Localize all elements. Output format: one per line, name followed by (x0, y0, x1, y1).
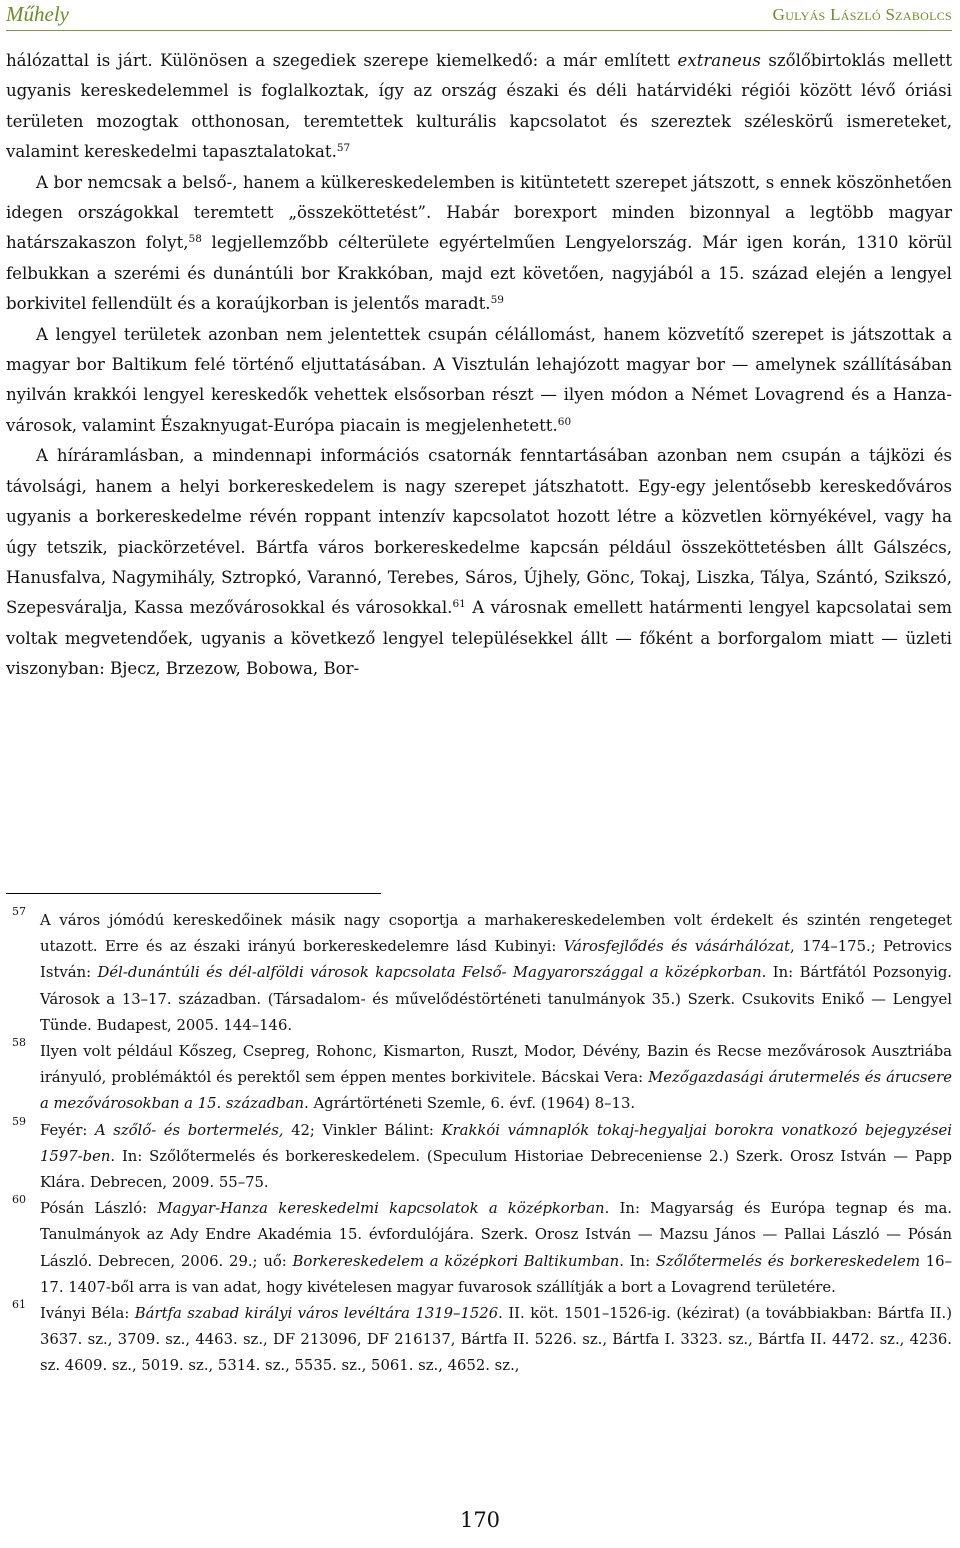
footnote-number: 61 (12, 1298, 26, 1312)
footnote-ref-61[interactable]: 61 (452, 598, 466, 611)
footnotes (6, 905, 953, 1380)
footnote-number: 60 (12, 1193, 26, 1207)
footnote-57: 57 A város jómódú kereskedőinek másik nagy csoportja a marhakereskedelemben volt érdekelt és szintén rengeteget utazott. Erre és az északi irányú borkereskedelemre lásd Kubinyi: Városfejlődés és vásárhálózat, 174–175.; Petrovics István: Dél-dunántúli és dél-alföldi városok kapcsolata Felső- Magyarországgal a középkorban. In: Bártfától Pozsonyig. Városok a 13–17. században. (Társadalom- és művelődéstörténeti tanulmányok 35.) Szerk. Csukovits Enikő — Lengyel Tünde. Budapest, 2005. 144–146. (6, 908, 952, 1039)
footnote-ref-58[interactable]: 58 (188, 233, 202, 246)
paragraph-3: A lengyel területek azonban nem jelentettek csupán célállomást, hanem közvetítő szerepet is játszottak a magyar bor Baltikum felé történő eljuttatásában. A Visztulán lehajózott magyar bor — amelynek szállításában nyilván krakkói lengyel kereskedők vehettek elsősorban részt — ilyen módon a Német Lovagrend és a Hanza-városok, valamint Északnyugat-Európa piacain is megjelenhetett.$^{60}$ (6, 324, 952, 435)
section-title: Műhely (6, 2, 69, 26)
footnote-60: 60 Pósán László: Magyar-Hanza kereskedelmi kapcsolatok a középkorban. In: Magyarság és Európa tegnap és ma. Tanulmányok az Ady Endre Akadémia 15. évfordulójára. Szerk. Orosz István — Mazsu János — Pallai László — Pósán László. Debrecen, 2006. 29.; uő: Borkereskedelem a középkori Baltikumban. In: Szőlőtermelés és borkereskedelem 16–17. 1407-ből arra is van adat, hogy kivételesen magyar fuvarosok szállítják a bort a Lovagrend területére. (6, 1196, 952, 1301)
main-text (6, 46, 952, 685)
page-number: 170 (459, 1508, 501, 1532)
paragraph-2: A bor nemcsak a belső-, hanem a külkereskedelemben is kitüntetett szerepet játszott, s ennek köszönhetően idegen országokkal teremtett „összeköttetést”. Habár borexport minden bizonnyal a legtöbb magyar határszakaszon folyt,$^{58}$ legjellemzőbb célterülete egyértelműen Lengyelország. Már igen korán, 1310 körül felbukkan a szerémi és dunántúli bor Krakkóban, majd ezt követően, nagyjából a 15. század elején a lengyel borkivitel fellendült és a koraújkorban is jelentős maradt.$^{59}$ (6, 172, 953, 314)
paragraph-1: hálózattal is járt. Különösen a szegediek szerepe kiemelkedő: a már említett extraneus szőlőbirtoklás mellett ugyanis kereskedelemmel is foglalkoztak, így az ország északi és déli határvidéki régiói között lévő óriási területen mozogtak otthonosan, teremtettek kulturális kapcsolatot és szereztek széleskörű ismereteket, valamint kereskedelmi tapasztalatokat.$^{57}$ (6, 51, 952, 162)
running-header (6, 2, 952, 31)
footnote-number: 59 (12, 1114, 26, 1128)
footnote-58: 58 Ilyen volt például Kőszeg, Csepreg, Rohonc, Kismarton, Ruszt, Modor, Dévény, Bazin és Recse mezővárosok Ausztriába irányuló, problémáktól és perektől sem éppen mentes borkivitele. Bácskai Vera: Mezőgazdasági árutermelés és árucsere a mezővárosokban a 15. században. Agrártörténeti Szemle, 6. évf. (1964) 8–13. (6, 1039, 952, 1118)
footnote-ref-59[interactable]: 59 (490, 294, 504, 307)
footnote-59: 59 Feyér: A szőlő- és bortermelés, 42; Vinkler Bálint: Krakkói vámnaplók tokaj-hegyaljai borokra vonatkozó bejegyzései 1597-ben. In: Szőlőtermelés és borkereskedelem. (Speculum Historiae Debreceniense 2.) Szerk. Orosz István — Papp Klára. Debrecen, 2009. 55–75. (6, 1118, 952, 1197)
footnote-separator (6, 893, 381, 894)
author-name: Gulyás László Szabolcs (772, 5, 952, 24)
footnote-ref-60[interactable]: 60 (557, 415, 572, 428)
footnote-number: 57 (12, 905, 26, 918)
footnote-61: 61 Iványi Béla: Bártfa szabad királyi város levéltára 1319–1526. II. köt. 1501–1526-ig. (kézirat) (a továbbiakban: Bártfa II.) 3637. sz., 3709. sz., 4463. sz., DF 213096, DF 216137, Bártfa II. 5226. sz., Bártfa I. 3323. sz., Bártfa II. 4472. sz., 4236. sz. 4609. sz., 5019. sz., 5314. sz., 5535. sz., 5061. sz., 4652. sz., (6, 1301, 952, 1380)
paragraph-4: A híráramlásban, a mindennapi információs csatornák fenntartásában azonban nem csupán a tájközi és távolsági, hanem a helyi borkereskedelem is nagy szerepet játszhatott. Egy-egy jelentősebb kereskedőváros ugyanis a borkereskedelme révén roppant intenzív kapcsolatot hozott létre a közvetlen környékével, vagy ha úgy tetszik, piackörzetével. Bártfa város borkereskedelme kapcsán például összeköttetésben állt Gálszécs, Hanusfalva, Nagymihály, Sztropkó, Varannó, Terebes, Sáros, Újhely, Gönc, Tokaj, Liszka, Tálya, Szántó, Szikszó, Szepesváralja, Kassa mezővárosokkal és városokkal.$^{61}$ A városnak emellett határmenti lengyel kapcsolatai sem voltak megvetendőek, ugyanis a következő lengyel településekkel állt — főként a borforgalom miatt — üzleti viszonyban: Bjecz, Brzezow, Bobowa, Bor- (6, 446, 952, 679)
footnote-ref-57[interactable]: 57 (336, 142, 351, 155)
footnote-number: 58 (12, 1036, 26, 1050)
